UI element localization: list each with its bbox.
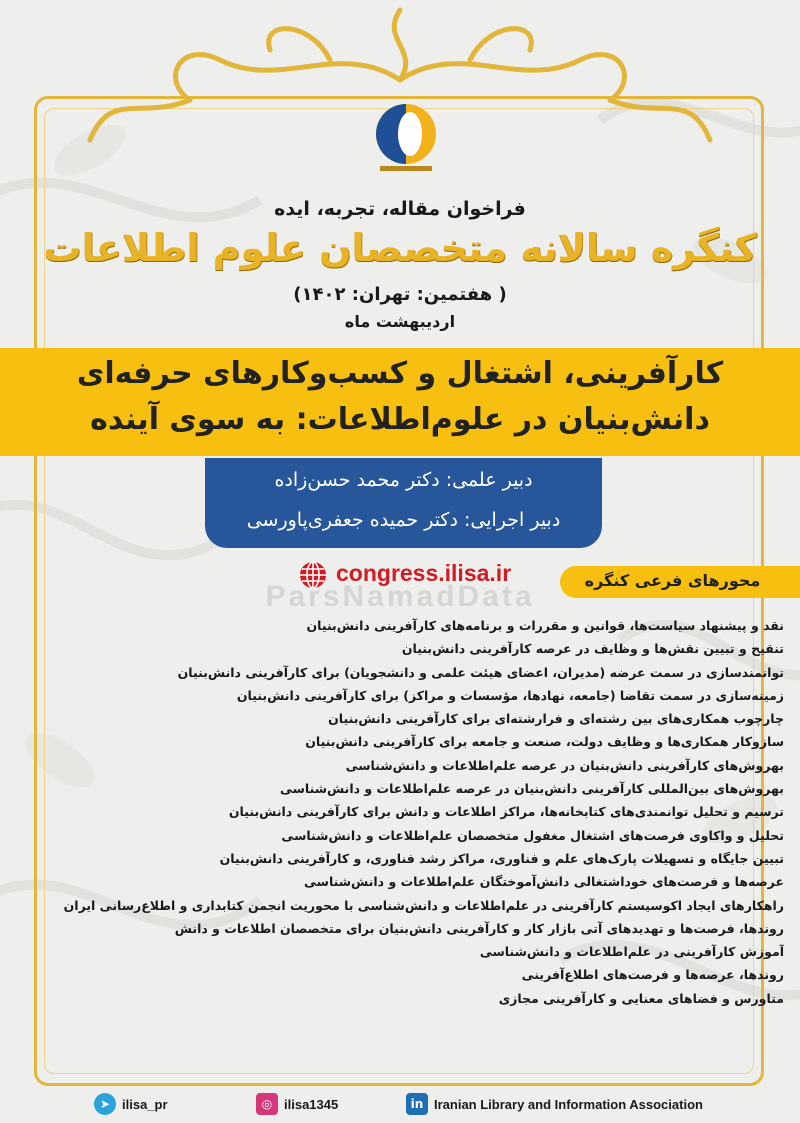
association-name: Iranian Library and Information Association (434, 1096, 703, 1112)
instagram-handle: ilisa1345 (284, 1096, 339, 1112)
footer (60, 1092, 760, 1116)
telegram-handle: ilisa_pr (122, 1096, 168, 1112)
list-item: بهروش‌های کارآفرینی دانش‌بنیان در عرصه علم‌اطلاعات و دانش‌شناسی (345, 757, 784, 773)
congress-title: کنگره سالانه متخصصان علوم اطلاعات (43, 226, 757, 270)
list-item: روندها، عرصه‌ها و فرصت‌های اطلاع‌آفرینی (521, 967, 784, 983)
axes-label: محورهای فرعی کنگره (584, 571, 761, 590)
list-item: تحلیل و واکاوی فرصت‌های اشتغال مغفول متخصصان علم‌اطلاعات و دانش‌شناسی (281, 827, 784, 843)
list-item: روندها، فرصت‌ها و تهدیدهای آتی بازار کار و کارآفرینی دانش‌بنیان برای متخصصان اطلاعات و دانش (174, 920, 784, 936)
list-item: سازوکار همکاری‌ها و وظایف دولت، صنعت و جامعه برای کارآفرینی دانش‌بنیان (305, 734, 784, 750)
linkedin-link[interactable] (406, 1092, 703, 1116)
instagram-link[interactable] (256, 1092, 338, 1116)
list-item: توانمندسازی در سمت عرضه (مدیران، اعضای هیئت علمی و دانشجویان) برای کارآفرینی دانش‌بنیان (177, 664, 784, 680)
axes-list (46, 614, 784, 1010)
watermark: ParsNamadData (265, 580, 535, 613)
list-item: عرصه‌ها و فرصت‌های خوداشتغالی دانش‌آموختگان علم‌اطلاعات و دانش‌شناسی (304, 874, 784, 890)
list-item: چارچوب همکاری‌های بین رشته‌ای و فرارشته‌ای برای کارآفرینی دانش‌بنیان (328, 711, 784, 727)
theme-line-2: دانش‌بنیان در علوم‌اطلاعات: به سوی آینده (90, 402, 710, 437)
call-for-papers: فراخوان مقاله، تجربه، ایده (274, 198, 526, 220)
website-link[interactable]: congress.ilisa.ir (336, 560, 512, 586)
edition-info: ( هفتمین: تهران: ۱۴۰۲) (293, 284, 507, 305)
executive-secretary: دبیر اجرایی: دکتر حمیده جعفری‌پاورسی (246, 509, 561, 531)
linkedin-icon: in (406, 1093, 428, 1115)
instagram-icon: ◎ (256, 1093, 278, 1115)
list-item: تنقیح و تبیین نقش‌ها و وظایف در عرصه کارآفرینی دانش‌بنیان (401, 641, 784, 657)
theme-line-1: کارآفرینی، اشتغال و کسب‌وکارهای حرفه‌ای (76, 356, 724, 391)
list-item: زمینه‌سازی در سمت تقاضا (جامعه، نهادها، مؤسسات و مراکز) برای کارآفرینی دانش‌بنیان (236, 687, 784, 703)
list-item: ترسیم و تحلیل توانمندی‌های کتابخانه‌ها، مراکز اطلاعات و دانش برای کارآفرینی دانش‌بنیان (228, 804, 784, 820)
list-item: بهروش‌های بین‌المللی کارآفرینی دانش‌بنیان در عرصه علم‌اطلاعات و دانش‌شناسی (279, 781, 784, 797)
telegram-link[interactable] (94, 1092, 168, 1116)
list-item: تبیین جایگاه و تسهیلات پارک‌های علم و فناوری، مراکز رشد فناوری، و کارآفرینی دانش‌بنیان (219, 850, 784, 866)
list-item: متاورس و فضاهای معنایی و کارآفرینی مجازی (498, 990, 784, 1006)
telegram-icon: ➤ (94, 1093, 116, 1115)
scientific-secretary: دبیر علمی: دکتر محمد حسن‌زاده (274, 469, 533, 491)
congress-month: اردیبهشت ماه (344, 312, 456, 331)
list-item: آموزش کارآفرینی در علم‌اطلاعات و دانش‌شناسی (479, 944, 784, 960)
list-item: نقد و پیشنهاد سیاست‌ها، قوانین و مقررات و برنامه‌های کارآفرینی دانش‌بنیان (306, 618, 784, 633)
list-item: راهکارهای ایجاد اکوسیستم کارآفرینی در علم‌اطلاعات و دانش‌شناسی با محوریت انجمن کتابداری و اطلاع‌رسانی ایران (63, 897, 784, 913)
association-logo (372, 100, 440, 174)
